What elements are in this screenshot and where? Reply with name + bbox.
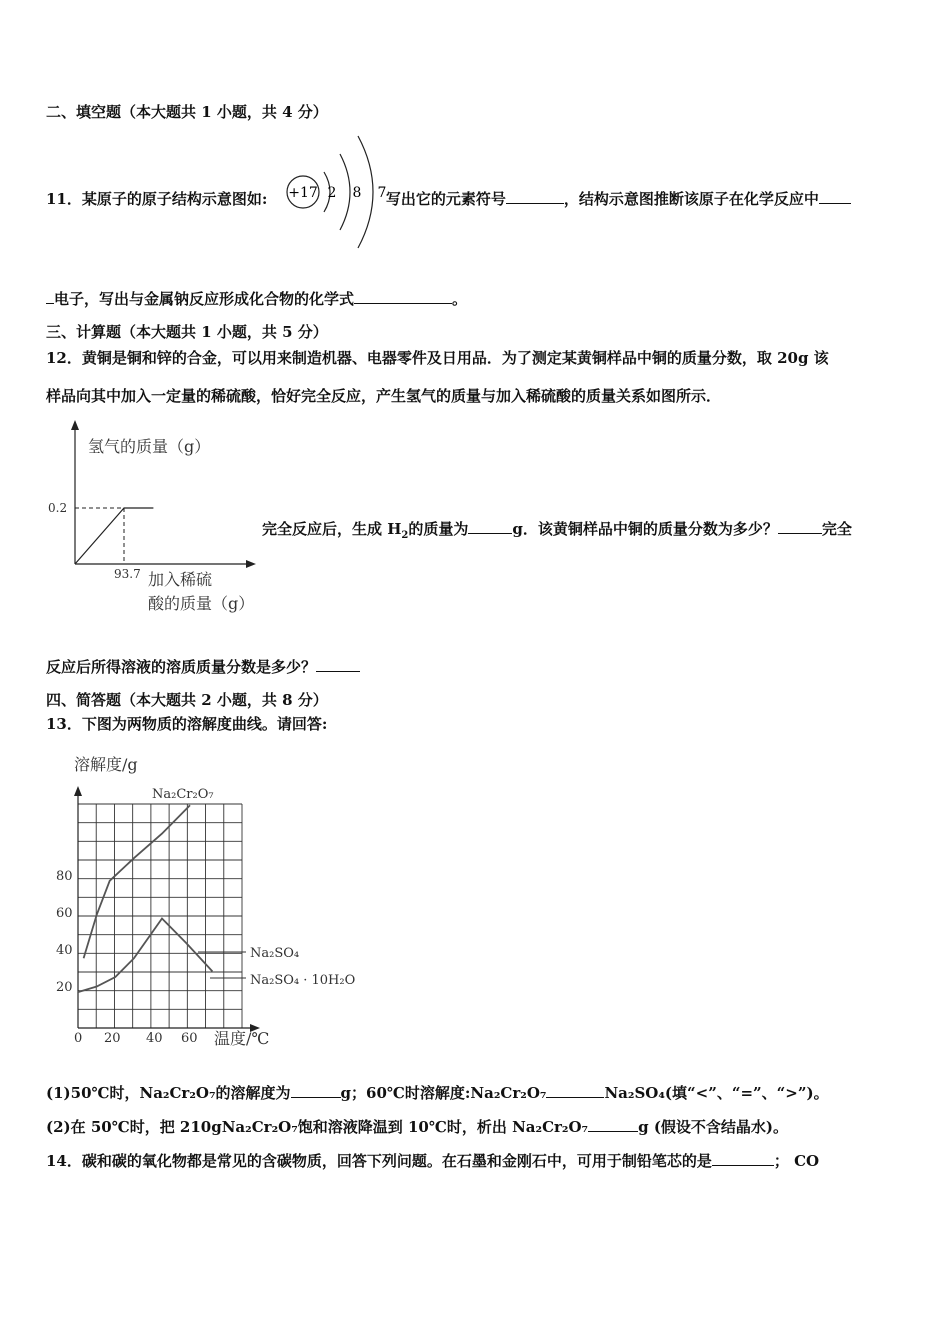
curve-label-na2cr2o7: Na₂Cr₂O₇ — [152, 787, 214, 802]
q14-text: ； CO — [773, 1152, 820, 1170]
y-tick-label: 40 — [56, 943, 73, 958]
q14-text: 14．碳和碳的氧化物都是常见的含碳物质，回答下列问题。在石墨和金刚石中，可用于制铅笔芯的是 — [46, 1152, 712, 1170]
x-tick-label: 60 — [181, 1031, 198, 1046]
q11-text: 写出它的元素符号 — [385, 190, 506, 208]
q12-text: 的质量为 — [408, 520, 469, 538]
x-tick-label: 20 — [104, 1031, 121, 1046]
question-13-stem: 13．下图为两物质的溶解度曲线。请回答: — [46, 715, 328, 733]
answer-blank[interactable] — [46, 288, 54, 304]
answer-blank[interactable] — [546, 1082, 604, 1098]
q13-text: Na₂SO₄(填“<”、“=”、“>”)。 — [604, 1084, 829, 1102]
q11-text: ，结构示意图推断该原子在化学反应中 — [563, 190, 819, 208]
x-axis-label: 温度/℃ — [214, 1029, 270, 1048]
q11-text: 。 — [452, 290, 468, 308]
answer-blank[interactable] — [712, 1150, 774, 1166]
question-12-line2: 样品向其中加入一定量的稀硫酸，恰好完全反应，产生氢气的质量与加入稀硫酸的质量关系如图所示． — [46, 387, 722, 405]
hydrogen-mass-chart — [40, 418, 260, 618]
question-12-line1: 12．黄铜是铜和锌的合金，可以用来制造机器、电器零件及日用品．为了测定某黄铜样品中铜的质量分数，取 20g 该 — [46, 349, 829, 367]
q13-text: (1)50℃时，Na₂Cr₂O₇的溶解度为 — [46, 1084, 291, 1102]
answer-blank[interactable] — [316, 656, 360, 672]
question-12-line3 — [262, 518, 852, 546]
answer-blank[interactable] — [778, 518, 822, 534]
q12-text: 反应后所得溶液的溶质质量分数是多少？ — [46, 658, 317, 676]
question-12-line4 — [46, 656, 360, 677]
x-axis-label-line2: 酸的质量（g） — [148, 594, 255, 613]
curve-label-na2so4-hydrate: Na₂SO₄ · 10H₂O — [250, 973, 356, 988]
answer-blank[interactable] — [819, 188, 851, 204]
answer-blank[interactable] — [468, 518, 512, 534]
q13-text: g；60℃时溶解度:Na₂Cr₂O₇ — [340, 1084, 547, 1102]
x-tick-label: 0 — [74, 1031, 83, 1046]
x-tick-label: 93.7 — [114, 567, 141, 581]
x-axis-label-line1: 加入稀硫 — [148, 570, 213, 589]
question-14-line1 — [46, 1150, 819, 1171]
shell-electrons: 7 — [377, 185, 387, 201]
x-tick-label: 40 — [146, 1031, 163, 1046]
section-heading-short-answer: 四、简答题（本大题共 2 小题，共 8 分） — [46, 691, 328, 709]
y-axis-label: 氢气的质量（g） — [88, 437, 211, 456]
q12-text: 完全反应后，生成 H — [262, 520, 402, 538]
hydrogen-mass-line — [75, 508, 153, 564]
answer-blank[interactable] — [354, 288, 452, 304]
shell-electrons: 2 — [327, 185, 337, 201]
q13-text: g (假设不含结晶水)。 — [638, 1118, 789, 1136]
atomic-structure-diagram — [284, 132, 392, 252]
q11-text: 11．某原子的原子结构示意图如: — [46, 190, 268, 208]
section-heading-fill-in: 二、填空题（本大题共 1 小题，共 4 分） — [46, 103, 328, 121]
nucleus-charge: +17 — [288, 185, 318, 201]
subscript: 2 — [401, 530, 409, 541]
q12-text: g．该黄铜样品中铜的质量分数为多少？ — [512, 520, 778, 538]
question-11-line1 — [46, 188, 851, 209]
na2cr2o7-curve — [84, 805, 190, 958]
y-tick-label: 0.2 — [48, 501, 68, 515]
question-11-line2 — [46, 288, 467, 309]
y-axis-label: 溶解度/g — [74, 755, 138, 774]
q13-text: (2)在 50℃时，把 210gNa₂Cr₂O₇饱和溶液降温到 10℃时，析出 Na₂Cr₂O₇ — [46, 1118, 589, 1136]
section-heading-calculation: 三、计算题（本大题共 1 小题，共 5 分） — [46, 323, 328, 341]
solubility-curve-chart — [40, 746, 380, 1056]
shell-electrons: 8 — [352, 185, 362, 201]
q11-text: 电子，写出与金属钠反应形成化合物的化学式 — [54, 290, 355, 308]
y-tick-label: 20 — [56, 980, 73, 995]
na2so4-curve — [78, 919, 212, 993]
answer-blank[interactable] — [588, 1116, 638, 1132]
q12-text: 完全 — [821, 520, 852, 538]
answer-blank[interactable] — [506, 188, 564, 204]
question-13-part1 — [46, 1082, 829, 1103]
y-tick-label: 60 — [56, 906, 73, 921]
curve-label-na2so4: Na₂SO₄ — [250, 946, 300, 961]
answer-blank[interactable] — [291, 1082, 341, 1098]
y-tick-label: 80 — [56, 869, 73, 884]
question-13-part2 — [46, 1116, 788, 1137]
